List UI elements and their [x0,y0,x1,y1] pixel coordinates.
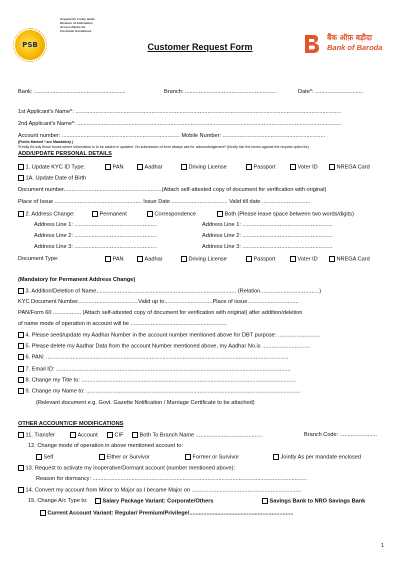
option-label: PAN [112,256,124,263]
checkbox[interactable] [107,432,113,438]
checkbox[interactable] [329,164,335,170]
option-label: Passport [253,164,276,171]
other-modifications-heading: OTHER ACCOUNT/CIF MODIFICATIONS [18,421,124,427]
aadhar-delete-checkbox[interactable] [18,343,24,349]
option-label: Permanent [99,211,127,218]
psb-logo-text: PSB [22,41,38,49]
account-type-label: 15. Change A/c Type to: [28,498,88,504]
checkbox[interactable] [137,256,143,262]
option-label: NREGA Card [336,164,370,171]
applicant1-field[interactable]: 1st Applicant's Name*: ........................................................................................................................................................................... [18,109,342,115]
address-change-row [18,211,75,219]
relevant-document-note: (Relevant document e.g. Govt. Gazette Notification / Marriage Certificate to be attached) [36,400,255,406]
document-number-field[interactable]: Document number...............................................................(Attach self-attested copy of document for verification with original) [18,187,327,193]
minor-major-checkbox[interactable] [18,487,24,493]
kyc-opt-passport[interactable] [246,164,276,172]
address-line3-left[interactable]: Address Line 3: ..................................................... [34,244,157,250]
email-checkbox[interactable] [18,366,24,372]
checkbox[interactable] [181,256,187,262]
transfer-opt-cif[interactable] [107,432,124,440]
checkbox[interactable] [137,164,143,170]
bank-field[interactable]: Bank: ........................................................... [18,89,126,95]
title-change-row [18,377,296,385]
checkbox[interactable] [70,432,76,438]
addr-opt-correspondence[interactable] [147,211,196,219]
dormant-checkbox[interactable] [18,465,24,471]
address-line2-left[interactable]: Address Line 2: ..................................................... [34,233,157,239]
pan-checkbox[interactable] [18,354,24,360]
option-label: CIF [114,432,124,439]
aadhar-delete-row [18,343,310,351]
kyc-update-checkbox[interactable] [18,164,24,170]
kyc-opt-pan[interactable] [105,164,124,172]
checkbox[interactable] [99,454,105,460]
current-account-option[interactable] [40,510,293,518]
kyc-opt-aadhar[interactable] [137,164,163,172]
option-label: Self [43,454,54,461]
option-label: Salary Package Variant: Corporate/Others [102,498,214,505]
option-label: Voter ID [297,256,318,263]
title-change-checkbox[interactable] [18,377,24,383]
personal-details-heading: ADD/UPDATE PERSONAL DETAILS [18,151,112,157]
option-label: Driving License [188,256,227,263]
checkbox[interactable] [92,211,98,217]
checkbox[interactable] [290,256,296,262]
change-mode-label: 12. Change mode of operation in above mentioned account to: [28,443,183,449]
name-addition-label: 3. Addition/Deletion of Name.......................................................................................... (Relation......................................) [25,288,322,295]
title-change-label: 8. Change my Title to: .......................................................................................................................................... [25,377,296,384]
mode-of-operation-row[interactable]: of name mode of operation in account will be .............................................................. [18,321,227,327]
permanent-heading: (Mandatory for Permanent Address Change) [18,277,136,283]
option-label: Both To Branch Name ........................................... [139,432,263,439]
transfer-row [18,432,55,440]
option-label: Passport [253,256,276,263]
name-change-label: 9. Change my Name to: .......................................................................................................................................... [25,388,301,395]
doctype-opt-pan[interactable] [105,256,124,264]
option-label: Jointly As per mandate enclosed [280,454,362,461]
checkbox[interactable] [246,256,252,262]
name-addition-row [18,288,321,296]
kyc-row [18,164,85,172]
option-label: Former or Survivor [192,454,240,461]
name-change-checkbox[interactable] [18,388,24,394]
salary-package-option[interactable] [95,498,214,506]
email-row [18,366,291,374]
minor-major-row [18,487,302,495]
checkbox[interactable] [217,211,223,217]
minor-major-label: 14. Convert my account from Minor to Major as I became Major on ....................................................................... [25,487,302,494]
aadhar-seed-row [18,332,320,340]
option-label: NREGA Card [336,256,370,263]
checkbox[interactable] [262,498,268,504]
dob-row-label: 1A. Update Date of Birth [25,175,87,182]
kyc-opt-driving-license[interactable] [181,164,227,172]
date-field[interactable]: Date*: ............................... [298,89,364,95]
option-label: Aadhar [144,256,163,263]
doctype-opt-nrega-card[interactable] [329,256,370,264]
addr-opt-both[interactable] [217,211,354,219]
bank-name-hindi: बैंक ऑफ़ बड़ौदा [327,33,372,42]
name-change-row [18,388,301,396]
dormant-row [18,465,235,473]
branch-code-field[interactable]: Branch Code: ........................ [304,432,378,438]
checkbox[interactable] [290,164,296,170]
instructions-note: *Kindly fill only those boxes where information is to be added or updated. On submission of form always ask for acknowledgement* (Kindly tick the boxes against the request opted for) [18,145,309,149]
checkbox[interactable] [185,454,191,460]
place-issue-row[interactable]: Place of Issue ........................................................ Issue Date .................................... Valid till date ............................... [18,199,311,205]
branch-field[interactable]: Branch: ........................................................... [164,89,277,95]
option-label: Correspondence [154,211,196,218]
dob-row [18,175,86,183]
mode-opt-jointly[interactable] [273,454,361,462]
aadhar-seed-label: 4. Please seed/update my Aadhar Number in the account number mentioned above for DBT purpose: ........................... [25,332,320,339]
option-label: Current Account Variant: Regular/ Premium/Privilege/................................................................... [47,510,294,517]
form-title: Customer Request Form [147,42,253,52]
checkbox[interactable] [105,256,111,262]
option-label: Both (Please leave space between two words/digits) [224,211,354,218]
pan-form60-row[interactable]: PAN/Form 60 .................. (Attach self-attested copy of document for verification with original) after addition/deletion [18,310,303,316]
address-change-label: 2. Address Change: [25,211,75,218]
address-line3-right[interactable]: Address Line 3: .......................................................... [202,244,333,250]
address-line2-right[interactable]: Address Line 2: .......................................................... [202,233,333,239]
mode-opt-self[interactable] [36,454,53,462]
transfer-label: 11. Transfer [25,432,55,439]
pan-row [18,354,288,362]
pan-label: 6. PAN: ............................................................................................................................................................ [25,354,289,361]
checkbox[interactable] [273,454,279,460]
option-label: Account [77,432,98,439]
option-label: PAN [112,164,124,171]
address-change-checkbox[interactable] [18,211,24,217]
page-number: 1 [381,543,385,549]
mode-opt-either-or-survivor[interactable] [99,454,150,462]
document-type-label: Document Type: [18,256,59,262]
checkbox[interactable] [246,164,252,170]
bank-name-english: Bank of Baroda [327,43,383,52]
option-label: Savings Bank to NRO Savings Bank [269,498,366,505]
checkbox[interactable] [329,256,335,262]
nro-savings-option[interactable] [262,498,365,506]
checkbox[interactable] [181,164,187,170]
checkbox[interactable] [105,164,111,170]
kyc-opt-nrega-card[interactable] [329,164,370,172]
doctype-opt-aadhar[interactable] [137,256,163,264]
address-line1-right[interactable]: Address Line 1: .......................................................... [202,222,333,228]
kyc-opt-voter-id[interactable] [290,164,318,172]
checkbox[interactable] [147,211,153,217]
addr-opt-permanent[interactable] [92,211,127,219]
transfer-opt-both[interactable] [132,432,263,440]
account-number-field[interactable]: Account number: ............................................................................ Mobile Number: .................................................................. [18,133,326,139]
option-label: Either or Survivor [106,454,150,461]
checkbox[interactable] [40,510,46,516]
psb-tagline: Aspand for Lively lands Division of Indications Across Banks for Customer Excellence [60,17,95,33]
option-label: Driving License [188,164,227,171]
doctype-opt-driving-license[interactable] [181,256,227,264]
doctype-opt-voter-id[interactable] [290,256,318,264]
fields-marked-note: (Fields Marked * are Mandatory ) [18,140,74,144]
aadhar-seed-checkbox[interactable] [18,332,24,338]
address-line1-left[interactable]: Address Line 1: ..................................................... [34,222,157,228]
kyc-row-label: 1. Update KYC ID Type: [25,164,86,171]
checkbox[interactable] [36,454,42,460]
dob-update-checkbox[interactable] [18,175,24,181]
transfer-opt-account[interactable] [70,432,98,440]
checkbox[interactable] [132,432,138,438]
mode-opt-former-or-survivor[interactable] [185,454,239,462]
name-addition-checkbox[interactable] [18,288,24,294]
reason-dormancy-field[interactable]: Reason for dormancy: .......................................................................................................................................... [36,476,308,482]
dormant-label: 13. Request to activate my inoperative/Dormant account (number mentioned above): [25,465,236,472]
email-label: 7. Email ID: ....................................................................................................................................................... [25,366,291,373]
applicant2-field[interactable]: 2nd Applicant's Name*: .......................................................................................................................................................................... [18,121,342,127]
aadhar-delete-label: 5. Please delete my Aadhar Data from the account Number mentioned above, my Aadhar No.is ............................... [25,343,311,350]
transfer-checkbox[interactable] [18,432,24,438]
kyc-document-number-row[interactable]: KYC Document Number.......................................Valid up to...............................Place of issue................................. [18,299,299,305]
option-label: Voter ID [297,164,318,171]
option-label: Aadhar [144,164,163,171]
checkbox[interactable] [95,498,101,504]
doctype-opt-passport[interactable] [246,256,276,264]
